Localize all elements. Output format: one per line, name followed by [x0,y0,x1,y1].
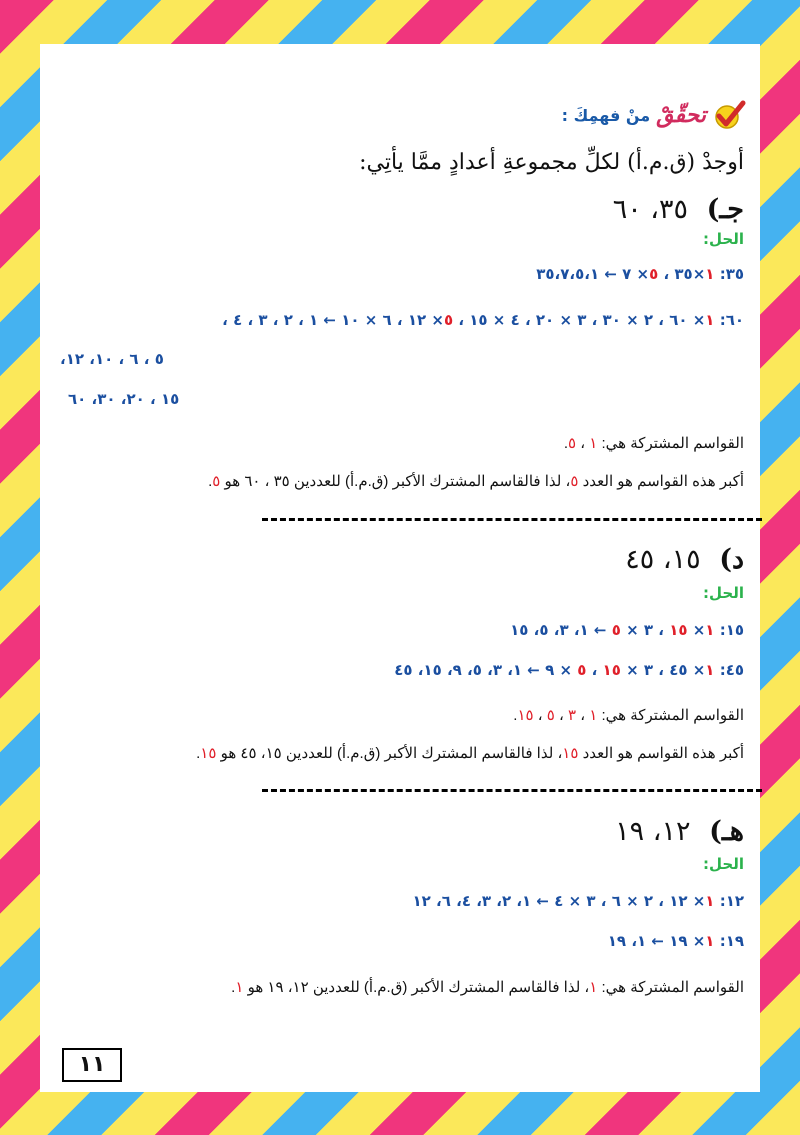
factor-highlight: ١ [705,621,715,639]
factor-pairs: ، ٣ × [620,621,670,639]
text: . [231,979,236,996]
text: ، [554,707,569,724]
problem-c-heading [613,194,744,225]
factor-row [536,265,744,283]
factor-highlight: ١ [705,892,715,910]
factor-highlight: ١٥ [669,621,688,639]
factor-list-continued: ٥ ، ٦ ، ١٠، ١٢، [60,350,164,368]
section-divider [262,518,762,521]
heading-title: تحقّقْ [656,102,706,128]
factor-pairs: × ٤٥ ، ٣ × [620,661,706,679]
factor-list: ← ١، ٣، ٥، ١٥ [510,621,612,639]
row-number: ١٢: [719,892,744,910]
factor-list-continued: ١٥ ، ٢٠، ٣٠، ٦٠ [68,390,180,408]
section-heading [562,100,746,130]
text: ، لذا فالقاسم المشترك الأكبر (ق.م.أ) للعددين ٣٥ ، ٦٠ هو [220,473,571,490]
factor-highlight: ١ [705,932,715,950]
instruction-text: أوجدْ (ق.م.أ) لكلِّ مجموعةِ أعدادٍ ممَّا يأتِي: [359,150,744,175]
factor-list: × ٩ ← ١، ٣، ٥، ٩، ١٥، ٤٥ [394,661,578,679]
factor-highlight: ٥ [577,661,587,679]
factor-row [510,621,744,639]
solution-label: الحل: [703,230,744,248]
text: . [208,473,213,490]
problem-e-heading [615,816,744,847]
text: القواسم المشتركة هي: [597,435,744,452]
problem-label: هـ) [709,816,744,847]
value: ١ [589,979,598,996]
heading-subtitle: منْ فهمِكَ : [561,105,651,125]
text: . [196,745,201,762]
text: ، [576,435,590,452]
value: ١٥ [562,745,579,762]
factor-highlight: ٥ [443,311,454,329]
problem-label: د) [719,544,744,575]
text: . [563,435,569,452]
factor-highlight: ١ [705,661,715,679]
text: القواسم المشتركة هي: [597,707,744,724]
factor-row [394,661,744,679]
factor-row [608,932,744,950]
text: أكبر هذه القواسم هو العدد [578,473,744,490]
problem-label: جـ) [706,194,744,225]
value: ٥ [546,707,555,724]
text: ، [576,707,590,724]
factor-highlight: ٥ [611,621,621,639]
factor-list: ٣٥،٧،٥،١ [536,265,600,283]
text: ، [533,707,547,724]
factor-pairs: × ١٢ ، ٢ × ٦ ، ٣ × ٤ ← ١، ٢، ٣، ٤، ٦، ١٢ [412,892,706,910]
factor-highlight: ١ [705,265,715,283]
row-number: ١٩: [719,932,744,950]
problem-d-heading [625,544,744,575]
row-number: ٤٥: [719,661,744,679]
factor-highlight: ١٥ [602,661,621,679]
value: ١ [589,707,598,724]
checkmark-icon [712,100,746,130]
section-divider [262,789,762,792]
solution-label: الحل: [703,855,744,873]
gcd-statement [231,978,744,996]
factor-pairs: × [687,621,706,639]
text: ، لذا فالقاسم المشترك الأكبر (ق.م.أ) للعددين ١٥، ٤٥ هو [216,745,563,762]
factor-highlight: ١ [705,311,715,329]
factor-row [413,892,745,910]
factor-pairs: ، [586,661,603,679]
value: ١ [589,435,598,452]
problem-numbers: ١٢، ١٩ [615,816,691,847]
value: ١٥ [517,707,534,724]
gcd-statement [196,744,744,762]
common-factors [513,706,744,724]
factor-pairs: × ٧ ← [599,265,650,283]
common-factors [564,434,744,452]
factor-pairs: ×٣٥ ، [658,265,706,283]
row-number: ٦٠: [719,311,744,329]
row-number: ١٥: [719,621,744,639]
factor-pairs: × ٦٠ ، ٢ × ٣٠ ، ٣ × ٢٠ ، ٤ × ١٥ ، [453,311,706,329]
problem-numbers: ٣٥، ٦٠ [612,194,689,225]
value: ١٥ [200,745,217,762]
value: ٥ [570,473,579,490]
value: ٥ [212,473,221,490]
value: ٥ [568,435,577,452]
solution-label: الحل: [703,584,744,602]
text: أكبر هذه القواسم هو العدد [578,745,744,762]
worksheet-page [40,44,760,1092]
factor-row [222,311,744,329]
factor-highlight: ٥ [649,265,659,283]
problem-numbers: ١٥، ٤٥ [625,544,701,575]
factor-pairs: × ١٩ ← ١، ١٩ [607,932,706,950]
value: ١ [235,979,244,996]
gcd-statement [208,472,744,490]
value: ٣ [568,707,577,724]
row-number: ٣٥: [719,265,744,283]
page-number: ١١ [62,1048,122,1082]
text: ، لذا فالقاسم المشترك الأكبر (ق.م.أ) للعددين ١٢، ١٩ هو [243,979,590,996]
text: . [513,707,518,724]
factor-pairs: × ١٢ ، ٦ × ١٠ ← ١ ، ٢ ، ٣ ، ٤ ، [222,311,444,329]
text: القواسم المشتركة هي: [597,979,744,996]
